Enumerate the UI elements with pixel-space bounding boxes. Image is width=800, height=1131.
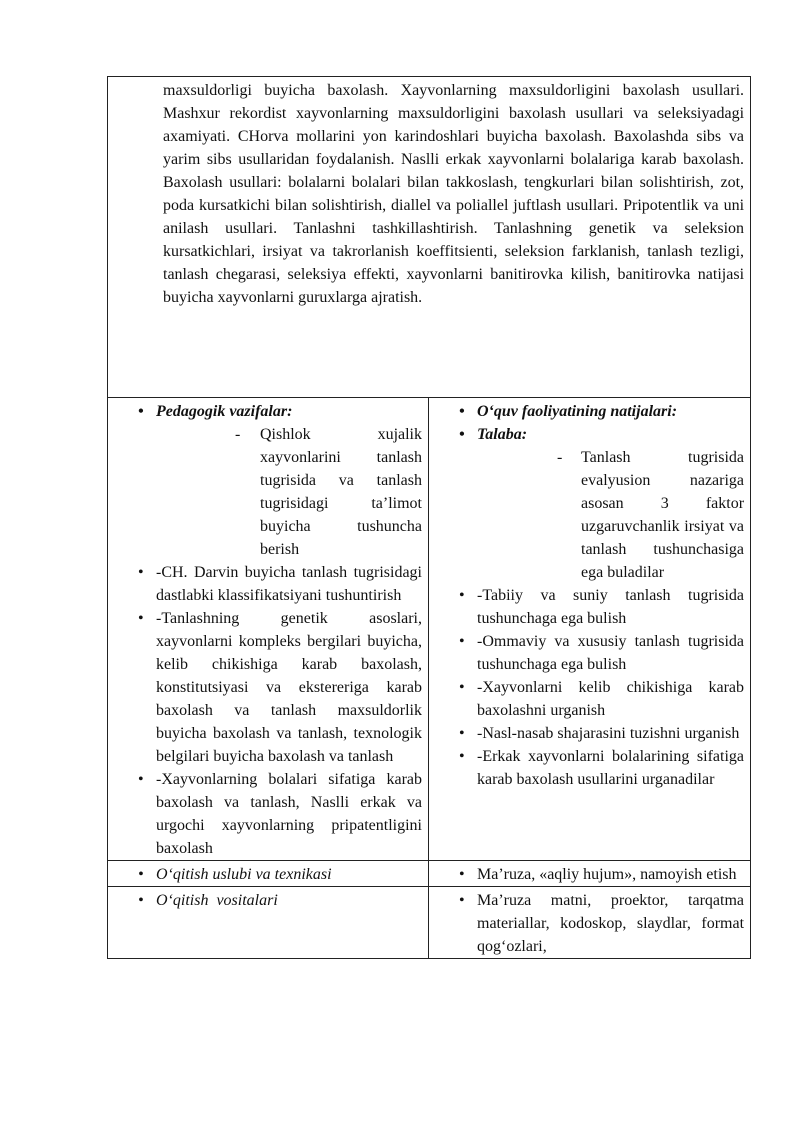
intro-row [108,77,751,398]
learning-outcome-dash-item [429,446,744,584]
teaching-tools-row [108,887,751,959]
list-item: • -Xayvonlarning bolalari sifatiga karab baxolash va tanlash, Naslli erkak va urgochi xayvonlarning pripatentligini baxolash [108,768,422,860]
list-item: • -Erkak xayvonlarni bolalarining sifatiga karab baxolash usullarini urganadilar [429,745,744,791]
objectives-row [108,398,751,861]
teaching-methods-row [108,861,751,887]
document-page [107,76,750,959]
syllabus-table [107,76,751,959]
list-item: • -CH. Darvin buyicha tanlash tugrisidagi dastlabki klassifikatsiyani tushuntirish [108,561,422,607]
intro-paragraph: maxsuldorligi buyicha baxolash. Xayvonlarning maxsuldorligini baxolash usullari. Mashxur rekordist xayvonlarning maxsuldorligini baxolash usullari va seleksiyadagi axamiyati. CHorva mollarini yon karindoshlari buyicha baxolash. Baxolashda sibs va yarim sibs usullaridan foydalanish. Naslli erkak xayvonlarni bolalariga karab baxolash. Baxolash usullari: bolalarni bolalari bilan takkoslash, tengkurlari bilan solishtirish, zot, poda kursatkichi bilan solishtirish, diallel va poliallel juftlash usullari. Pripotentlik va uni anilash usullari. Tanlashni tashkillashtirish. Tanlashning genetik va seleksion kursatkichlari, irsiyat va takrorlanish koeffitsienti, seleksion farklanish, tanlash tezligi, tanlash chegarasi, seleksiya effekti, xayvonlarni banitirovka kilish, banitirovka natijasi buyicha xayvonlarni guruxlarga ajratish. [163,82,745,306]
dash-marker: - [235,426,241,443]
teaching-methods-value: • Ma’ruza, «aqliy hujum», namoyish etish [429,863,744,886]
teaching-tools-label: • O‘qitish vositalari [108,889,422,912]
dash-item-text: Qishlok xujalik xayvonlarini tanlash tugrisida va tanlash tugrisidagi ta’limot buyicha tushuncha berish [260,426,422,558]
learning-outcomes-cell [429,398,751,861]
pedagogical-tasks-heading: • Pedagogik vazifalar: [108,400,422,423]
teaching-methods-label: • O‘qitish uslubi va texnikasi [108,863,422,886]
teaching-methods-value-cell [429,861,751,887]
teaching-tools-value: • Ma’ruza matni, proektor, tarqatma materiallar, kodoskop, slaydlar, format qog‘ozlari, [429,889,744,958]
teaching-tools-value-cell [429,887,751,959]
pedagogical-tasks-cell [108,398,429,861]
intro-cell [108,77,751,398]
dash-item-text: Tanlash tugrisida evalyusion nazariga asosan 3 faktor uzgaruvchanlik irsiyat va tanlash tushunchasiga ega buladilar [581,449,745,581]
dash-marker: - [557,449,563,466]
pedagogical-task-dash-item [108,423,422,561]
teaching-tools-label-cell [108,887,429,959]
list-item: • -Nasl-nasab shajarasini tuzishni urganish [429,722,744,745]
learning-outcomes-heading: • O‘quv faoliyatining natijalari: [429,400,744,423]
teaching-methods-label-cell [108,861,429,887]
student-heading: • Talaba: [429,423,744,446]
list-item: • -Xayvonlarni kelib chikishiga karab baxolashni urganish [429,676,744,722]
list-item: • -Tanlashning genetik asoslari, xayvonlarni kompleks bergilari buyicha, kelib chikishiga karab baxolash, konstitutsiyasi va ekstereriga karab baxolash va tanlash maxsuldorlik buyicha baxolash va tanlash, texnologik belgilari buyicha baxolash va tanlash [108,607,422,768]
list-item: • -Ommaviy va xususiy tanlash tugrisida tushunchaga ega bulish [429,630,744,676]
list-item: • -Tabiiy va suniy tanlash tugrisida tushunchaga ega bulish [429,584,744,630]
